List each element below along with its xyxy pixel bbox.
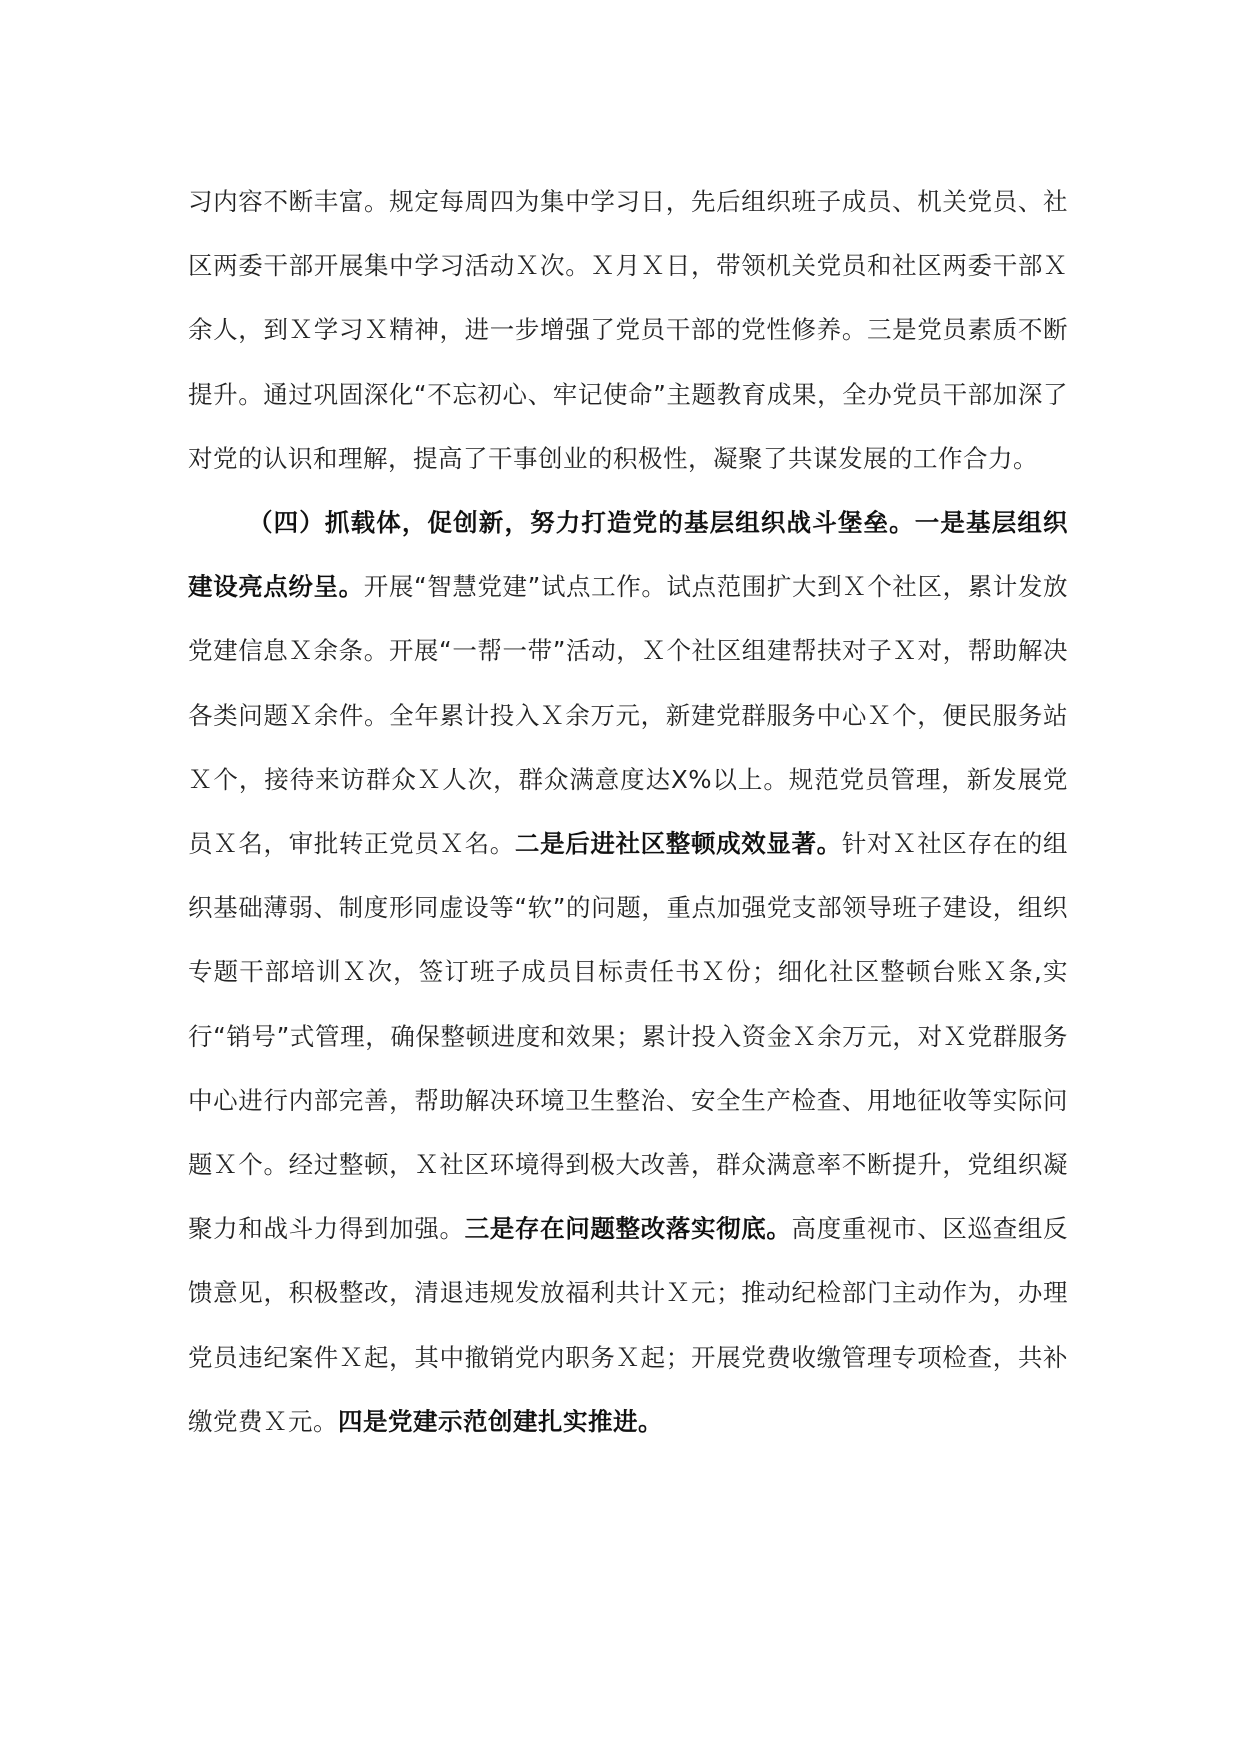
section-heading-run: （四）抓载体，促创新，努力打造党的基层组织战斗堡垒。一是基层组织建设亮点纷呈。 (188, 508, 1068, 602)
document-body (188, 170, 1068, 1454)
paragraph-1 (188, 170, 1068, 491)
bold-point-run: 二是后进社区整顿成效显著。 (514, 829, 842, 859)
bold-point-run: 四是党建示范创建扎实推进。 (338, 1406, 663, 1436)
text-run: 开展“智慧党建”试点工作。试点范围扩大到Ｘ个社区，累计发放党建信息Ｘ余条。开展“一帮一带”活动，Ｘ个社区组建帮扶对子Ｘ对，帮助解决各类问题Ｘ余件。全年累计投入Ｘ余万元，新建党群服务中心Ｘ个，便民服务站Ｘ个，接待来访群众Ｘ人次，群众满意度达X%以上。规范党员管理，新发展党员Ｘ名，审批转正党员Ｘ名。 (188, 572, 1069, 859)
text-run: 习内容不断丰富。规定每周四为集中学习日，先后组织班子成员、机关党员、社区两委干部开展集中学习活动Ｘ次。Ｘ月Ｘ日，带领机关党员和社区两委干部Ｘ余人，到Ｘ学习Ｘ精神，进一步增强了党员干部的党性修养。三是党员素质不断提升。通过巩固深化“不忘初心、牢记使命”主题教育成果，全办党员干部加深了对党的认识和理解，提高了干事创业的积极性，凝聚了共谋发展的工作合力。 (188, 187, 1068, 473)
paragraph-2 (188, 491, 1068, 1454)
bold-point-run: 三是存在问题整改落实彻底。 (464, 1214, 792, 1244)
text-run: 高度重视市、区巡查组反馈意见，积极整改，清退违规发放福利共计Ｘ元；推动纪检部门主动作为，办理党员违纪案件Ｘ起，其中撤销党内职务Ｘ起；开展党费收缴管理专项检查，共补缴党费Ｘ元。 (188, 1214, 1069, 1436)
text-run: 针对Ｘ社区存在的组织基础薄弱、制度形同虚设等“软”的问题，重点加强党支部领导班子建设，组织专题干部培训Ｘ次，签订班子成员目标责任书Ｘ份；细化社区整顿台账Ｘ条,实行“销号”式管理，确保整顿进度和效果；累计投入资金Ｘ余万元，对Ｘ党群服务中心进行内部完善，帮助解决环境卫生整治、安全生产检查、用地征收等实际问题Ｘ个。经过整顿，Ｘ社区环境得到极大改善，群众满意率不断提升，党组织凝聚力和战斗力得到加强。 (188, 829, 1069, 1244)
